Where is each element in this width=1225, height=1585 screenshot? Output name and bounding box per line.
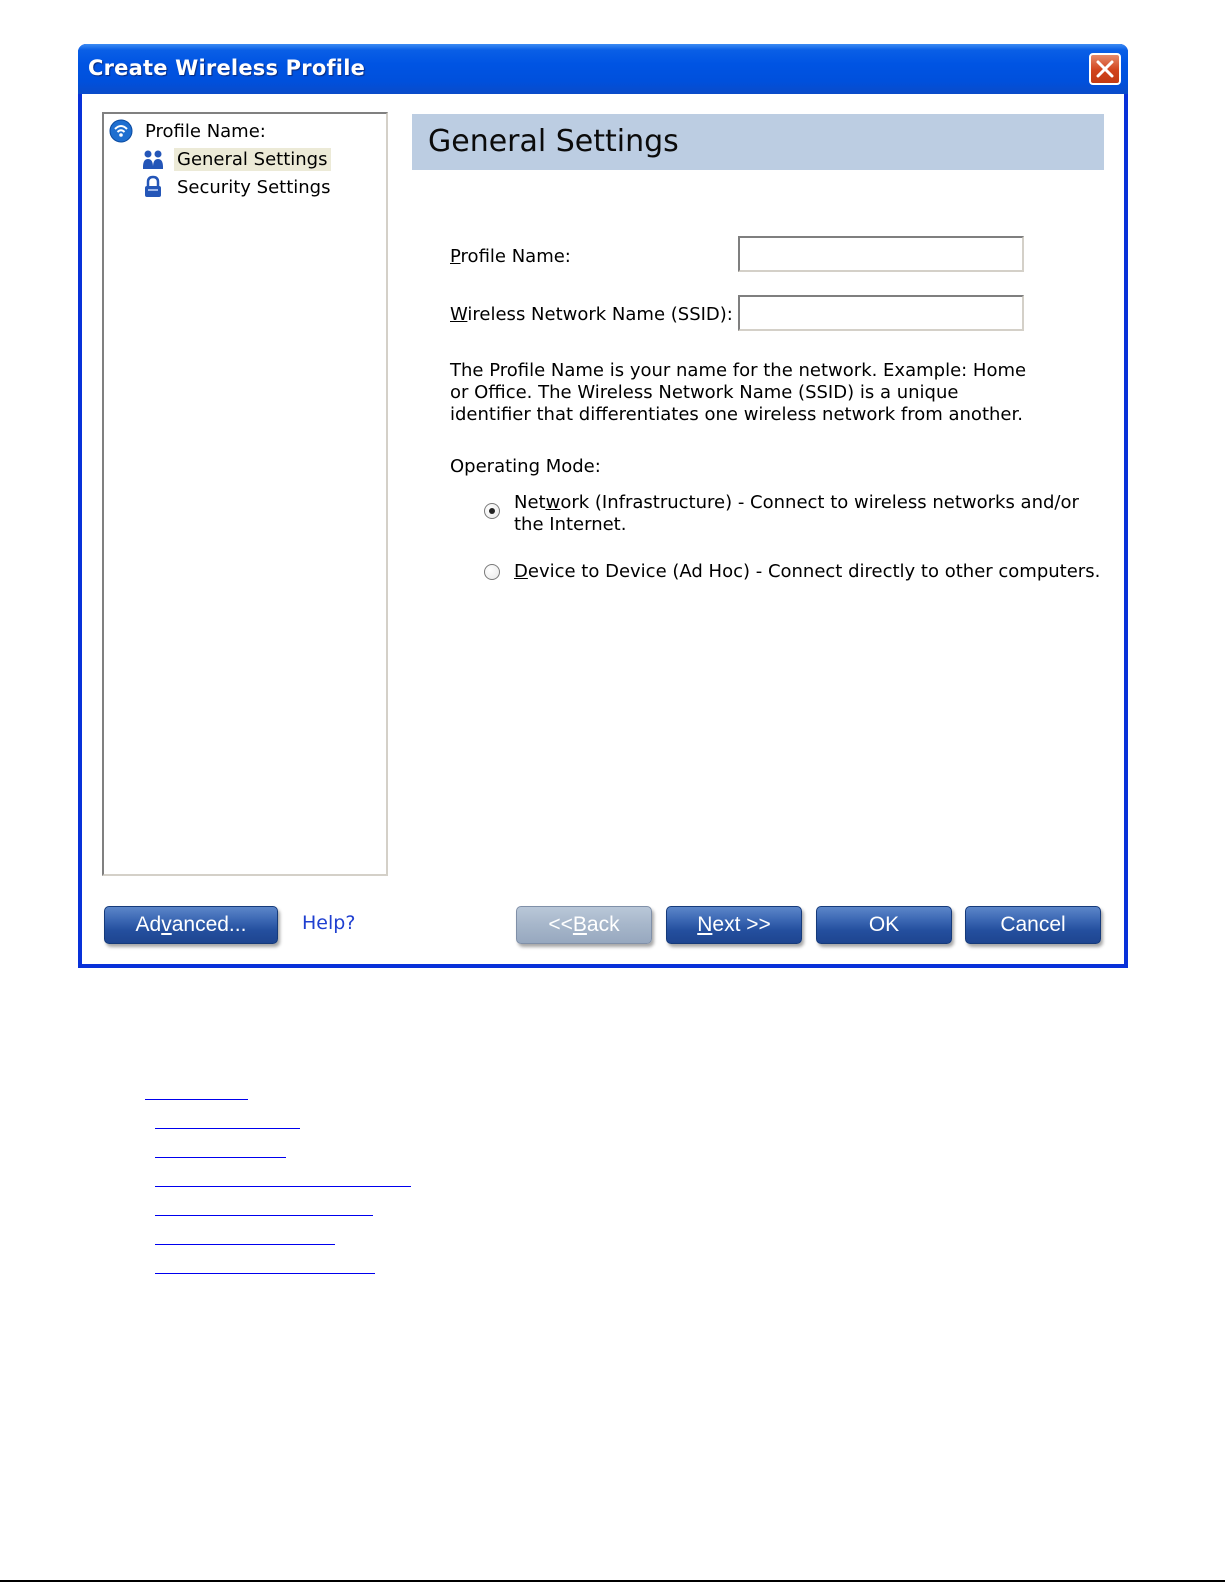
section-title: General Settings: [428, 124, 679, 159]
profile-description-text: The Profile Name is your name for the network. Example: Home or Office. The Wireless Network Name (SSID) is a unique identifier that differentiates one wireless network from another.: [450, 360, 1027, 425]
ssid-label: Wireless Network Name (SSID):: [450, 304, 733, 325]
profile-name-label: Profile Name:: [450, 246, 571, 267]
profile-settings-tree: [102, 112, 388, 876]
back-button[interactable]: << B ack: [516, 906, 652, 944]
operating-mode-label: Operating Mode:: [450, 456, 601, 477]
list-item-link[interactable]: [155, 1186, 411, 1187]
close-icon: [1096, 60, 1114, 78]
next-button[interactable]: N ext >>: [666, 906, 802, 944]
title-bar[interactable]: [78, 44, 1128, 94]
close-button[interactable]: [1089, 53, 1121, 85]
ad-hoc-mode-option[interactable]: [484, 561, 1100, 583]
users-icon: [140, 146, 166, 172]
cancel-button[interactable]: Cancel: [965, 906, 1101, 944]
list-item-link[interactable]: [155, 1273, 375, 1274]
list-item-link[interactable]: [155, 1244, 335, 1245]
tree-item-general-settings[interactable]: [140, 146, 331, 172]
page-divider: [0, 1580, 1225, 1582]
section-header: [412, 114, 1104, 170]
tree-item-label: General Settings: [174, 148, 331, 171]
help-link[interactable]: Help?: [302, 912, 356, 934]
profile-name-input[interactable]: [738, 236, 1024, 272]
padlock-icon: [140, 174, 166, 200]
infrastructure-radio[interactable]: [484, 503, 500, 519]
tree-item-security-settings[interactable]: [140, 174, 333, 200]
tree-item-profile-name[interactable]: [108, 118, 269, 144]
window-title: Create Wireless Profile: [88, 56, 366, 80]
infrastructure-mode-option[interactable]: [484, 492, 1079, 536]
ad-hoc-radio[interactable]: [484, 564, 500, 580]
dialog-client-area: [82, 94, 1124, 964]
ad-hoc-option-label: Device to Device (Ad Hoc) - Connect directly to other computers.: [514, 561, 1101, 582]
infrastructure-option-label: Network (Infrastructure) - Connect to wireless networks and/or the Internet.: [514, 492, 1079, 535]
list-item-link[interactable]: [145, 1099, 248, 1100]
list-item-link[interactable]: [155, 1128, 300, 1129]
list-item-link[interactable]: [155, 1157, 286, 1158]
ok-button[interactable]: OK: [816, 906, 952, 944]
tree-item-label: Security Settings: [177, 176, 331, 198]
tree-item-label: Profile Name:: [145, 120, 266, 142]
create-wireless-profile-dialog: [78, 44, 1128, 968]
wireless-signal-icon: [108, 118, 134, 144]
ssid-input[interactable]: [738, 295, 1024, 331]
advanced-button[interactable]: Ad v anced...: [104, 906, 278, 944]
list-item-link[interactable]: [155, 1215, 373, 1216]
